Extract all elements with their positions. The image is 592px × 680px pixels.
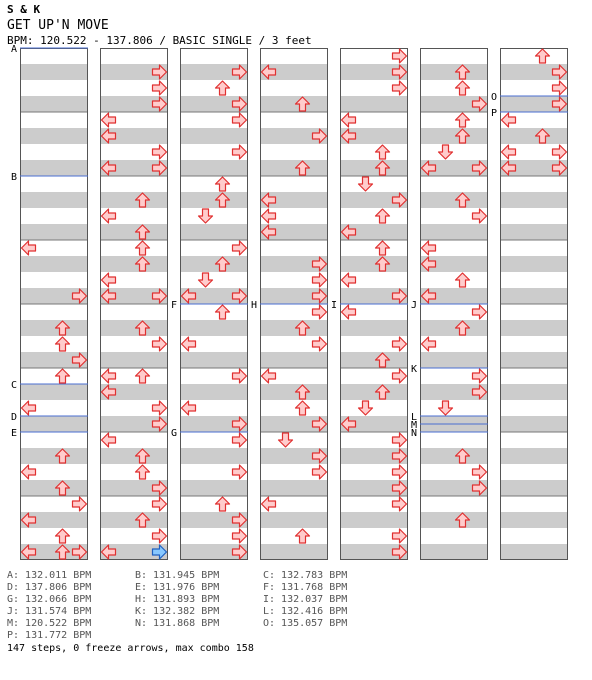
row-stripe (20, 320, 88, 336)
row-stripe (180, 128, 248, 144)
legend-entry: F: 131.768 BPM (263, 582, 348, 593)
row-stripe (260, 96, 328, 112)
row-stripe (180, 320, 248, 336)
legend-entry: I: 132.037 BPM (263, 594, 348, 605)
bpm-change-label: O (491, 92, 498, 103)
bpm-change-label: E (11, 428, 18, 439)
row-stripe (20, 480, 88, 496)
row-stripe (500, 448, 568, 464)
row-stripe (20, 128, 88, 144)
step-summary: 147 steps, 0 freeze arrows, max combo 158 (7, 643, 254, 654)
row-stripe (100, 192, 168, 208)
row-stripe (500, 544, 568, 560)
row-stripe (500, 128, 568, 144)
row-stripe (180, 480, 248, 496)
row-stripe (100, 256, 168, 272)
row-stripe (420, 64, 488, 80)
legend-entry: J: 131.574 BPM (7, 606, 92, 617)
legend-row (7, 570, 391, 582)
legend-entry: B: 131.945 BPM (135, 570, 220, 581)
row-stripe (20, 256, 88, 272)
row-stripe (340, 512, 408, 528)
legend-entry: D: 137.806 BPM (7, 582, 92, 593)
legend-entry: A: 132.011 BPM (7, 570, 92, 581)
bpm-change-label: P (491, 108, 498, 119)
legend-row (7, 630, 391, 642)
row-stripe (100, 320, 168, 336)
legend-row (7, 618, 391, 630)
legend-entry: P: 131.772 BPM (7, 630, 92, 641)
row-stripe (420, 320, 488, 336)
row-stripe (500, 288, 568, 304)
row-stripe (100, 448, 168, 464)
row-stripe (340, 160, 408, 176)
legend-row (7, 606, 391, 618)
legend-entry: O: 135.057 BPM (263, 618, 348, 629)
row-stripe (500, 512, 568, 528)
row-stripe (180, 448, 248, 464)
row-stripe (500, 192, 568, 208)
bpm-legend (7, 570, 391, 642)
row-stripe (100, 352, 168, 368)
legend-entry: M: 120.522 BPM (7, 618, 92, 629)
row-stripe (500, 256, 568, 272)
row-stripe (340, 256, 408, 272)
bpm-change-label: F (171, 300, 178, 311)
bpm-change-label: K (411, 364, 418, 375)
row-stripe (20, 64, 88, 80)
row-stripe (20, 448, 88, 464)
row-stripe (340, 352, 408, 368)
bpm-change-label: B (11, 172, 18, 183)
bpm-change-label: N (411, 428, 418, 439)
row-stripe (420, 448, 488, 464)
row-stripe (500, 352, 568, 368)
legend-entry: E: 131.976 BPM (135, 582, 220, 593)
bpm-change-label: M (411, 420, 418, 431)
row-stripe (420, 128, 488, 144)
bpm-change-label: J (411, 300, 418, 311)
bpm-change-label: A (11, 44, 18, 55)
row-stripe (180, 352, 248, 368)
legend-entry: C: 132.783 BPM (263, 570, 348, 581)
legend-entry: G: 132.066 BPM (7, 594, 92, 605)
row-stripe (260, 384, 328, 400)
legend-entry: H: 131.893 BPM (135, 594, 220, 605)
row-stripe (20, 416, 88, 432)
row-stripe (180, 192, 248, 208)
row-stripe (20, 96, 88, 112)
row-stripe (180, 384, 248, 400)
row-stripe (500, 416, 568, 432)
row-stripe (340, 96, 408, 112)
bpm-change-label: C (11, 380, 18, 391)
chart-meta: BPM: 120.522 - 137.806 / BASIC SINGLE / 3 feet (7, 34, 312, 47)
row-stripe (420, 224, 488, 240)
row-stripe (260, 512, 328, 528)
row-stripe (340, 384, 408, 400)
row-stripe (340, 320, 408, 336)
row-stripe (260, 320, 328, 336)
bpm-change-label: I (331, 300, 338, 311)
row-stripe (500, 224, 568, 240)
row-stripe (20, 224, 88, 240)
row-stripe (180, 224, 248, 240)
row-stripe (260, 160, 328, 176)
bpm-change-label: D (11, 412, 18, 423)
row-stripe (260, 480, 328, 496)
legend-entry: L: 132.416 BPM (263, 606, 348, 617)
row-stripe (100, 512, 168, 528)
bpm-change-label: G (171, 428, 178, 439)
bpm-change-label: L (411, 412, 418, 423)
row-stripe (180, 160, 248, 176)
song-title: GET UP'N MOVE (7, 18, 109, 33)
row-stripe (500, 384, 568, 400)
row-stripe (420, 512, 488, 528)
row-stripe (260, 352, 328, 368)
bpm-change-label: H (251, 300, 258, 311)
row-stripe (20, 384, 88, 400)
legend-entry: N: 131.868 BPM (135, 618, 220, 629)
legend-row (7, 582, 391, 594)
row-stripe (420, 352, 488, 368)
row-stripe (100, 224, 168, 240)
row-stripe (420, 192, 488, 208)
row-stripe (20, 192, 88, 208)
artist-name: S & K (7, 3, 41, 16)
row-stripe (500, 320, 568, 336)
row-stripe (20, 160, 88, 176)
legend-row (7, 594, 391, 606)
row-stripe (420, 544, 488, 560)
row-stripe (500, 480, 568, 496)
row-stripe (260, 544, 328, 560)
legend-entry: K: 132.382 BPM (135, 606, 220, 617)
row-stripe (180, 256, 248, 272)
